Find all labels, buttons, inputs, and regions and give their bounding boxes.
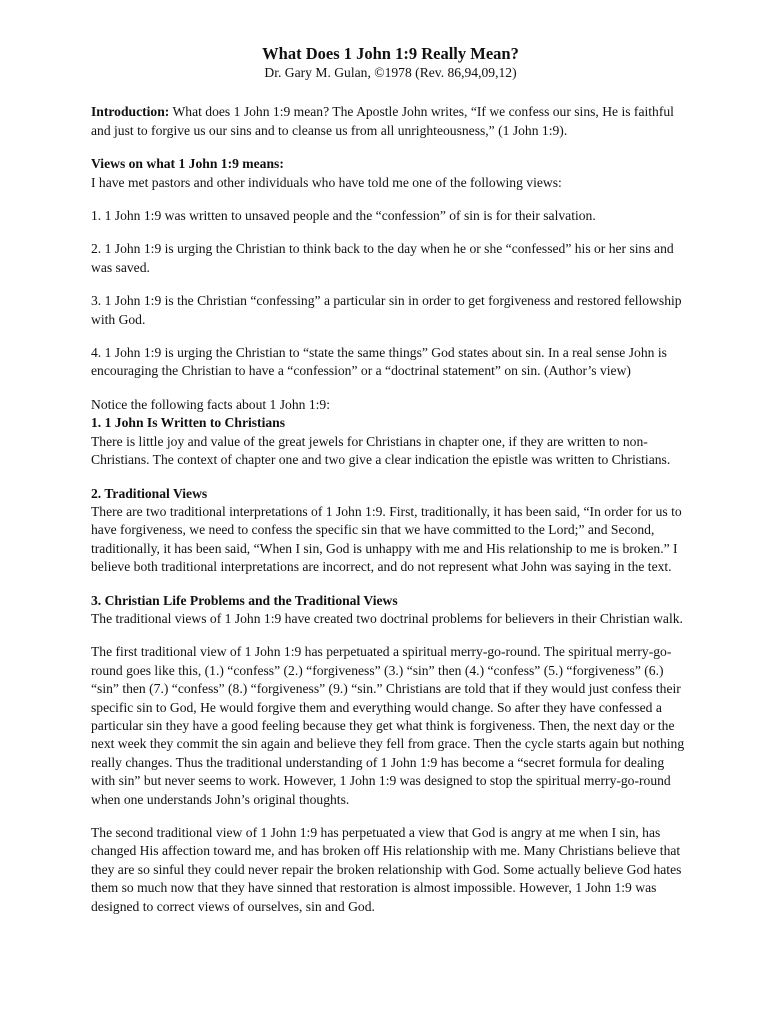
section-heading: 3. Christian Life Problems and the Traditional Views: [91, 592, 398, 608]
introduction-paragraph: [91, 103, 690, 140]
section-paragraph: The first traditional view of 1 John 1:9 has perpetuated a spiritual merry-go-round. The spiritual merry-go-round goes like this, (1.) “confess” (2.) “forgiveness” (3.) “sin” then (4.) “confess” (5.) “forgiveness” (6.) “sin” then (7.) “confess” (8.) “forgiveness” (9.) “sin.” Christians are told that if they would just confess their specific sin to God, He would forgive them and everything would change. So after they have confessed a particular sin they have a good feeling because they get what think is forgiveness. Then, the next day or the next week they commit the sin again and believe they fell from grace. Then the cycle starts again but nothing really changes. Thus the traditional understanding of 1 John 1:9 has become a “secret formula for dealing with sin” but never seems to work. However, 1 John 1:9 was designed to stop the spiritual merry-go-round when one understands John’s original thoughts.: [91, 644, 685, 807]
section-1: [91, 414, 690, 469]
view-item: 4. 1 John 1:9 is urging the Christian to “state the same things” God states about sin. In a real sense John is encouraging the Christian to have a “confession” or a “doctrinal statement” on sin. (Author’s view): [91, 345, 667, 379]
document-subtitle: Dr. Gary M. Gulan, ©1978 (Rev. 86,94,09,12): [264, 65, 517, 80]
views-lead: I have met pastors and other individuals who have told me one of the following views:: [91, 174, 562, 190]
section-paragraph: There is little joy and value of the great jewels for Christians in chapter one, if they are written to non-Christians. The context of chapter one and two give a clear indication the epistle was written to Christians.: [91, 433, 671, 468]
view-item: 2. 1 John 1:9 is urging the Christian to think back to the day when he or she “confessed” his or her sins and was saved.: [91, 241, 674, 275]
views-block: [91, 155, 690, 192]
view-item: 1. 1 John 1:9 was written to unsaved people and the “confession” of sin is for their salvation.: [91, 208, 596, 224]
section-2: [91, 485, 690, 577]
introduction-text: What does 1 John 1:9 mean? The Apostle John writes, “If we confess our sins, He is faithful and just to forgive us our sins and to cleanse us from all unrighteousness,” (1 John 1:9).: [91, 104, 674, 138]
section-heading: 2. Traditional Views: [91, 485, 208, 501]
section-paragraph: The second traditional view of 1 John 1:9 has perpetuated a view that God is angry at me when I sin, has changed His affection toward me, and has broken off His relationship with me. Many Christians believe that they are so sinful they could never repair the broken relationship with God. Some actually believe God hates them so much now that they have sinned that restoration is almost impossible. However, 1 John 1:9 was designed to correct views of ourselves, sin and God.: [91, 825, 682, 914]
facts-intro: Notice the following facts about 1 John 1:9:: [91, 396, 330, 412]
document-title: What Does 1 John 1:9 Really Mean?: [262, 44, 519, 63]
introduction-label: Introduction:: [91, 104, 170, 120]
section-3: [91, 592, 690, 629]
section-paragraph: The traditional views of 1 John 1:9 have created two doctrinal problems for believers in their Christian walk.: [91, 610, 683, 626]
section-paragraph: There are two traditional interpretations of 1 John 1:9. First, traditionally, it has been said, “In order for us to have forgiveness, we need to confess the specific sin that we have committed to the Lord;” and Second, traditionally, it has been said, “When I sin, God is unhappy with me and His relationship to me is broken.” I believe both traditional interpretations are incorrect, and do not represent what John was saying in the text.: [91, 503, 682, 575]
view-item: 3. 1 John 1:9 is the Christian “confessing” a particular sin in order to get forgiveness and restored fellowship with God.: [91, 293, 682, 327]
section-heading: 1. 1 John Is Written to Christians: [91, 415, 285, 431]
views-heading: Views on what 1 John 1:9 means:: [91, 156, 284, 172]
